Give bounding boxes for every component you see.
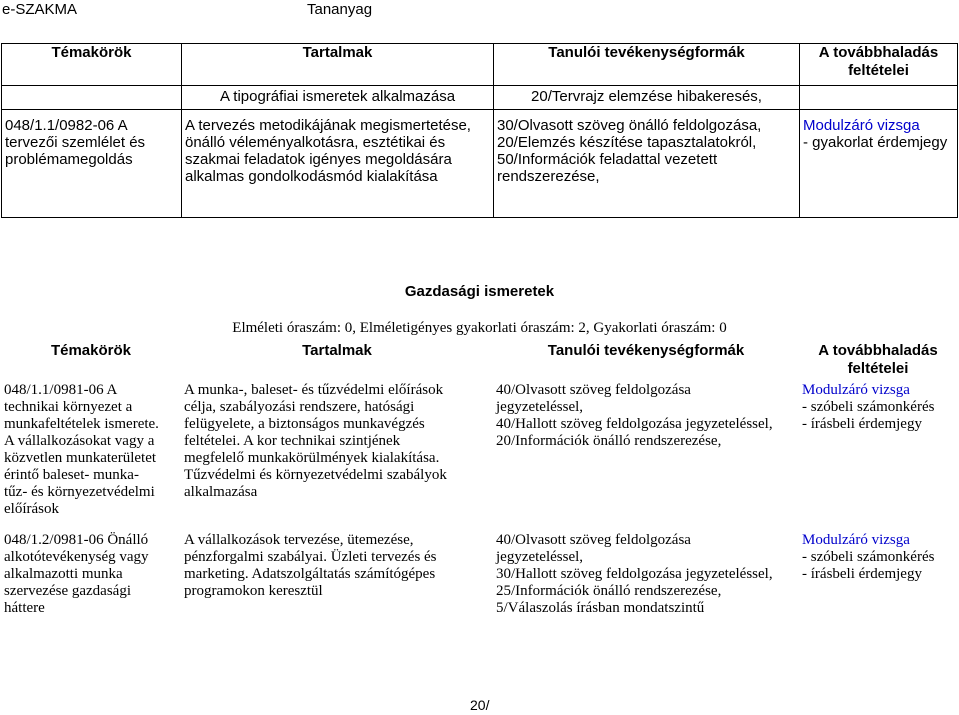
cell-activity: 20/Tervrajz elemzése hibakeresés, (494, 86, 800, 110)
header-contents: Tartalmak (182, 44, 494, 86)
header-activities: Tanulói tevékenységformák (494, 44, 800, 86)
table-header-row (1, 342, 957, 380)
cell-condition: Modulzáró vizsga - szóbeli számonkérés - írásbeli érdemjegy (802, 382, 935, 432)
cell-content: A tipográfiai ismeretek alkalmazása (182, 86, 494, 110)
header-topics: Témakörök (2, 44, 182, 86)
curriculum-table-2 (1, 342, 957, 628)
cell-activity: 30/Olvasott szöveg önálló feldolgozása, 20/Elemzés készítése tapasztalatokról, 50/Információk feladattal vezetett rendszerezése, (494, 110, 800, 218)
section-hours: Elméleti óraszám: 0, Elméletigényes gyakorlati óraszám: 2, Gyakorlati óraszám: 0 (232, 320, 727, 336)
header-activities: Tanulói tevékenységformák (547, 342, 745, 359)
header-conditions: A továbbhaladás feltételei (818, 342, 938, 377)
table-row (1, 532, 957, 628)
curriculum-table-1 (1, 43, 958, 218)
header-contents: Tartalmak (302, 342, 372, 359)
table-row (1, 380, 957, 532)
cell-activity: 40/Olvasott szöveg feldolgozása jegyzeteléssel, 30/Hallott szöveg feldolgozása jegyzeteléssel, 25/Információk önálló rendszerezése, 5/Válaszolás írásban mondatszintű (496, 532, 773, 616)
cell-content: A vállalkozások tervezése, ütemezése, pénzforgalmi szabályai. Üzleti tervezés és marketing. Adatszolgáltatás számítógépes programokon keresztül (184, 532, 437, 599)
cell-topic: 048/1.1/0982-06 A tervezői szemlélet és problémamegoldás (2, 110, 182, 218)
section-label: Tananyag (307, 1, 373, 18)
cell-content: A munka-, baleset- és tűzvédelmi előírások célja, szabályozási rendszere, hatósági felügyelete, a biztonságos munkavégzés feltételei. A kor technikai szintjének megfelelő munkakörülmények kialakítása. Tűzvédelmi és környezetvédelmi szabályok alkalmazása (184, 382, 447, 500)
section-title: Gazdasági ismeretek (404, 283, 555, 300)
table-header-row (2, 44, 958, 86)
brand-label: e-SZAKMA (2, 1, 78, 18)
table-row (2, 86, 958, 110)
cell-content: A tervezés metodikájának megismertetése, önálló véleményalkotásra, esztétikai és szakmai feladatok igényes megoldására alkalmas gondolkodásmód kialakítása (182, 110, 494, 218)
cell-topic: 048/1.2/0981-06 Önálló alkotótevékenység vagy alkalmazotti munka szervezése gazdasági háttere (4, 532, 149, 616)
header-topics: Témakörök (50, 342, 132, 359)
page-number: 20/ (470, 697, 490, 713)
header-conditions: A továbbhaladás feltételei (800, 44, 958, 86)
cell-condition: Modulzáró vizsga - gyakorlat érdemjegy (800, 110, 958, 218)
top-bar (0, 0, 959, 22)
cell-topic: 048/1.1/0981-06 A technikai környezet a munkafeltételek ismerete. A vállalkozásokat vagy a közvetlen munkaterületet érintő baleset- munka- tűz- és környezetvédelmi előírások (4, 382, 159, 517)
cell-activity: 40/Olvasott szöveg feldolgozása jegyzeteléssel, 40/Hallott szöveg feldolgozása jegyzeteléssel, 20/Információk önálló rendszerezése, (496, 382, 773, 449)
cell-condition: Modulzáró vizsga - szóbeli számonkérés - írásbeli érdemjegy (802, 532, 935, 582)
table-row (2, 110, 958, 218)
